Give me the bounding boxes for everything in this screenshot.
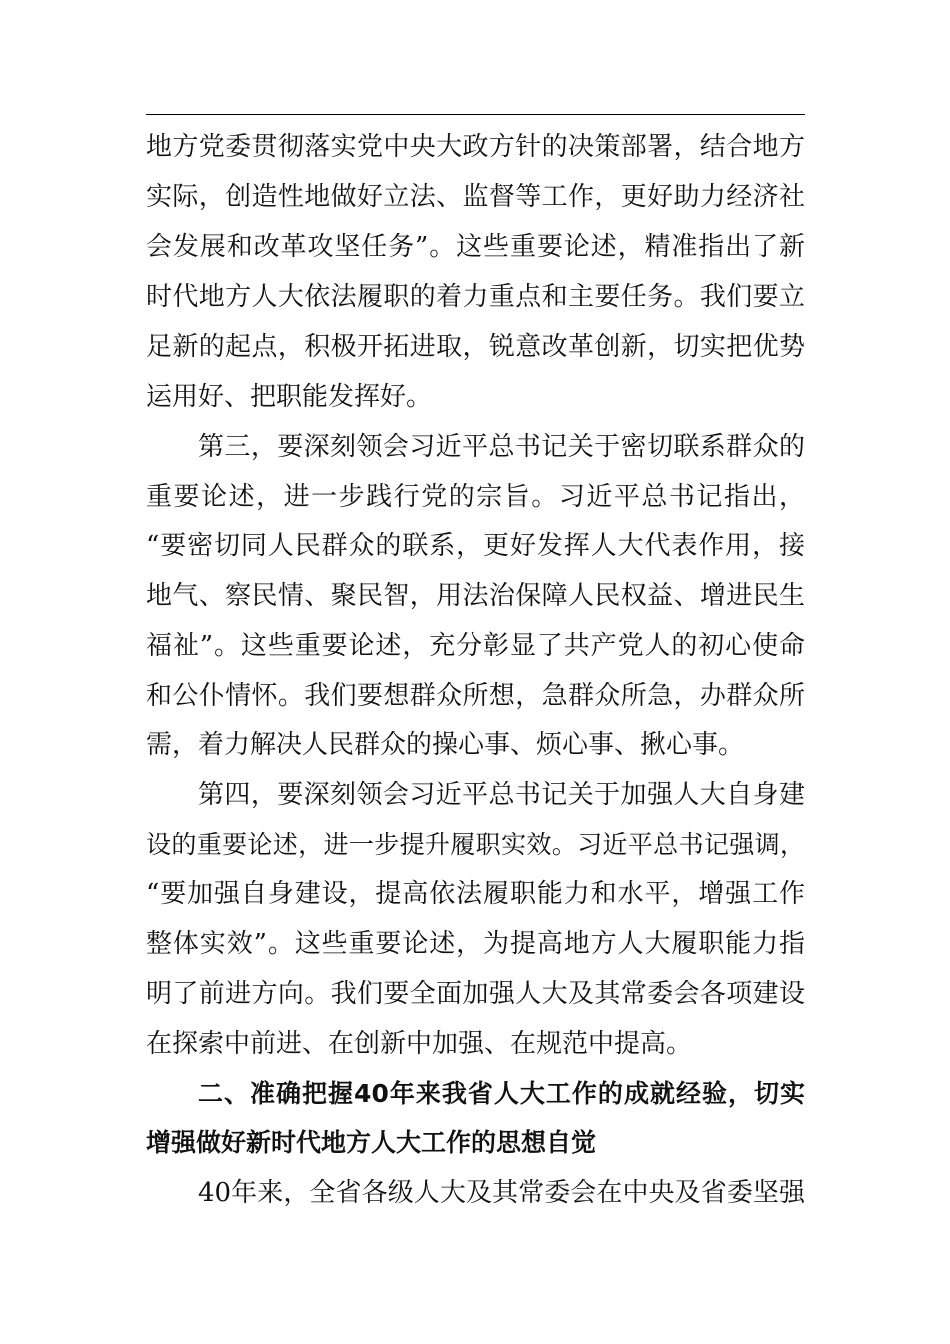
text-line: 足新的起点，积极开拓进取，锐意改革创新，切实把优势	[146, 332, 805, 362]
text-line: 和公仆情怀。我们要想群众所想，急群众所急，办群众所	[146, 681, 805, 711]
text-line: 需，着力解决人民群众的操心事、烦心事、揪心事。	[146, 730, 745, 760]
paragraph-first-line: 第三，要深刻领会习近平总书记关于密切联系群众的	[198, 432, 805, 462]
text-line: 福祉”。这些重要论述，充分彰显了共产党人的初心使命	[146, 631, 805, 661]
section-heading-continuation: 增强做好新时代地方人大工作的思想自觉	[146, 1128, 597, 1157]
text-line: 设的重要论述，进一步提升履职实效。习近平总书记强调，	[146, 830, 805, 859]
text-line: 明了前进方向。我们要全面加强人大及其常委会各项建设	[146, 979, 805, 1009]
header-rule	[146, 114, 805, 115]
paragraph-first-line: 40年来，全省各级人大及其常委会在中央及省委坚强	[198, 1178, 805, 1208]
text-line: 整体实效”。这些重要论述，为提高地方人大履职能力指	[146, 929, 805, 959]
text-line: 运用好、把职能发挥好。	[146, 382, 433, 412]
text-line: 地方党委贯彻落实党中央大政方针的决策部署，结合地方	[146, 132, 805, 162]
section-heading: 二、准确把握40年来我省人大工作的成就经验，切实	[198, 1079, 805, 1108]
text-line: 在探索中前进、在创新中加强、在规范中提高。	[146, 1029, 693, 1059]
text-line: 实际，创造性地做好立法、监督等工作，更好助力经济社	[146, 182, 805, 212]
text-line: 时代地方人大依法履职的着力重点和主要任务。我们要立	[146, 282, 805, 312]
text-line: “要密切同人民群众的联系，更好发挥人大代表作用，接	[146, 531, 805, 561]
text-line: 会发展和改革攻坚任务”。这些重要论述，精准指出了新	[146, 232, 805, 262]
text-line: 地气、察民情、聚民智，用法治保障人民权益、增进民生	[146, 581, 805, 611]
paragraph-first-line: 第四，要深刻领会习近平总书记关于加强人大自身建	[198, 780, 805, 810]
text-line: “要加强自身建设，提高依法履职能力和水平，增强工作	[146, 879, 805, 909]
text-line: 重要论述，进一步践行党的宗旨。习近平总书记指出，	[146, 482, 805, 512]
